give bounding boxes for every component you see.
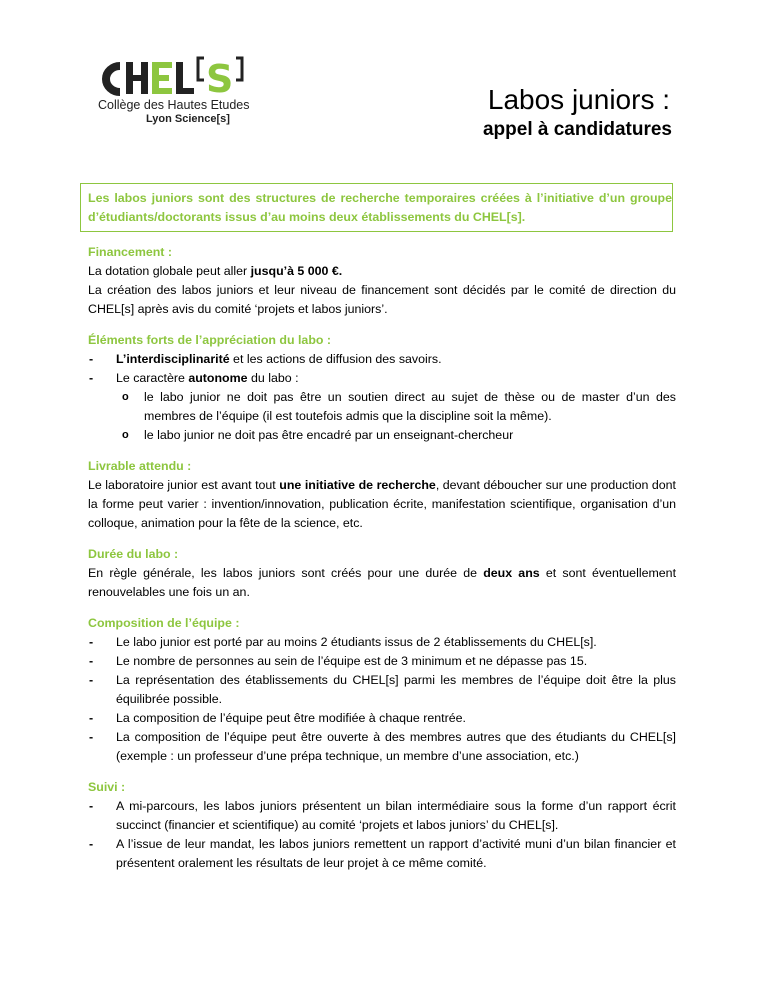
section-title-livrable: Livrable attendu : bbox=[88, 459, 192, 473]
chels-logo-mark bbox=[96, 56, 264, 100]
duree-text-a: En règle générale, les labos juniors sont créés pour une durée de bbox=[88, 566, 484, 580]
section-title-financement: Financement : bbox=[88, 245, 172, 259]
elements-item1-text: et les actions de diffusion des savoirs. bbox=[229, 352, 442, 366]
duree-text-rest: et sont éventuellement renouvelables une fois un an. bbox=[88, 566, 677, 599]
section-suivi bbox=[88, 778, 676, 873]
suivi-list bbox=[88, 797, 676, 873]
logo-line-college: Collège des Hautes Etudes bbox=[98, 98, 250, 112]
section-title-elements: Éléments forts de l’appréciation du labo : bbox=[88, 333, 332, 347]
section-composition bbox=[88, 614, 676, 766]
list-item: - Le labo junior est porté par au moins 2 étudiants issus de 2 établissements du CHEL[s]. bbox=[88, 633, 676, 652]
list-item: - La composition de l’équipe peut être modifiée à chaque rentrée. bbox=[88, 709, 676, 728]
section-livrable bbox=[88, 457, 676, 533]
chels-logo bbox=[96, 56, 264, 128]
list-item: - A mi-parcours, les labos juniors présentent un bilan intermédiaire sous la forme d’un rapport écrit succinct (financier et scientifique) au comité ‘projets et labos juniors’ du CHEL[s]. bbox=[88, 797, 676, 835]
sublist-item: o le labo junior ne doit pas être encadré par un enseignant-chercheur bbox=[116, 426, 676, 445]
livrable-text-rest: , devant déboucher sur une production dont la forme peut varier : invention/innovation, publication écrite, manifestation scientifique, organisation d’un colloque, animation pour la fête de la science, etc. bbox=[88, 478, 676, 530]
composition-list bbox=[88, 633, 676, 766]
list-item: - A l’issue de leur mandat, les labos juniors remettent un rapport d’activité muni d’un bilan financier et présentent oralement les résultats de leur projet à ce même comité. bbox=[88, 835, 676, 873]
list-item: - La composition de l’équipe peut être ouverte à des membres autres que des étudiants du CHEL[s] (exemple : un professeur d’une prépa technique, un membre d’une association, etc.) bbox=[88, 728, 676, 766]
elements-item2-bold: autonome bbox=[188, 371, 248, 385]
section-duree bbox=[88, 545, 676, 602]
sublist-item: o le labo junior ne doit pas être un soutien direct au sujet de thèse ou de master d’un des membres de l’équipe (il est toutefois admis que la discipline soit la même). bbox=[116, 388, 676, 426]
livrable-text bbox=[88, 476, 676, 533]
duree-text-bold: deux ans bbox=[483, 566, 540, 580]
section-title-duree: Durée du labo : bbox=[88, 547, 179, 561]
livrable-text-a: Le laboratoire junior est avant tout bbox=[88, 478, 280, 492]
financement-dotation bbox=[88, 262, 676, 281]
financement-decision: La création des labos juniors et leur niveau de financement sont décidés par le comité de direction du CHEL[s] après avis du comité ‘projets et labos juniors’. bbox=[88, 283, 676, 316]
section-elements bbox=[88, 331, 676, 445]
livrable-text-bold: une initiative de recherche bbox=[279, 478, 436, 492]
list-item: - Le nombre de personnes au sein de l’équipe est de 3 minimum et ne dépasse pas 15. bbox=[88, 652, 676, 671]
elements-item2-rest: du labo : bbox=[247, 371, 299, 385]
section-title-composition: Composition de l’équipe : bbox=[88, 616, 240, 630]
duree-text bbox=[88, 564, 676, 602]
section-title-suivi: Suivi : bbox=[88, 780, 126, 794]
intro-box: Les labos juniors sont des structures de recherche temporaires créées à l’initiative d’un groupe d’étudiants/doctorants issus d’au moins deux établissements du CHEL[s]. bbox=[80, 183, 673, 232]
financement-dotation-text: La dotation globale peut aller bbox=[88, 264, 251, 278]
list-item: - La représentation des établissements du CHEL[s] parmi les membres de l’équipe doit être la plus équilibrée possible. bbox=[88, 671, 676, 709]
financement-dotation-amount: jusqu’à 5 000 €. bbox=[250, 264, 343, 278]
list-item bbox=[88, 369, 676, 445]
section-financement bbox=[88, 243, 676, 319]
list-item bbox=[88, 350, 676, 369]
elements-item2-text: Le caractère bbox=[116, 371, 189, 385]
elements-list bbox=[88, 350, 676, 445]
page-subtitle: appel à candidatures bbox=[482, 119, 672, 140]
elements-sublist bbox=[116, 388, 676, 445]
page-title: Labos juniors : bbox=[487, 84, 670, 115]
svg-text:S: S bbox=[206, 57, 234, 100]
elements-item1-bold: L’interdisciplinarité bbox=[116, 352, 230, 366]
logo-line-lyon: Lyon Science[s] bbox=[146, 113, 230, 125]
document-body bbox=[88, 243, 676, 885]
